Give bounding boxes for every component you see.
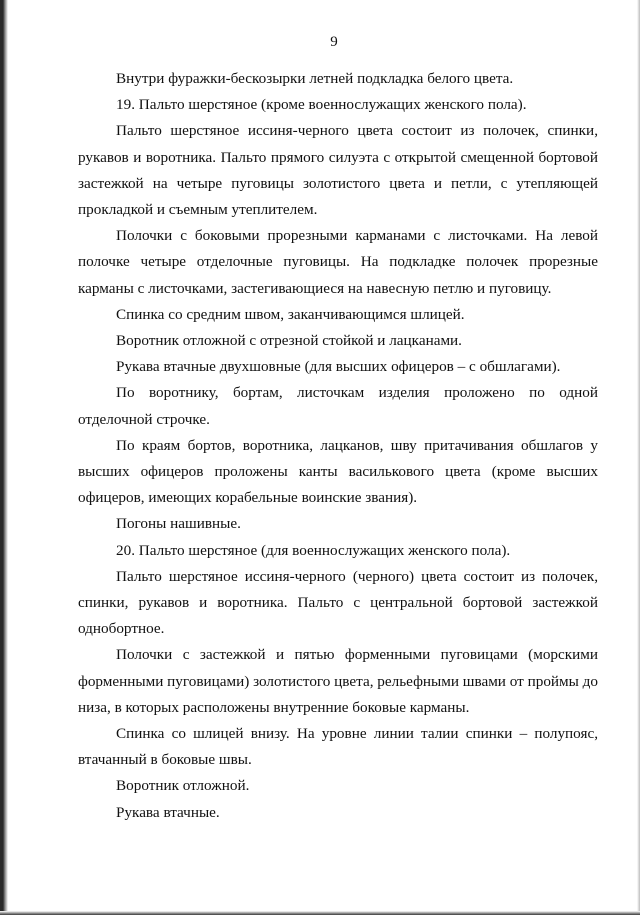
paragraph-womens-coat-sleeves: Рукава втачные. (116, 803, 220, 821)
paragraph-coat-stitching: По воротнику, бортам, листочкам изделия проложено по одной отделочной строчке. (78, 384, 598, 428)
paragraph-coat-sleeves: Рукава втачные двухшовные (для высших офицеров – с обшлагами). (116, 358, 561, 376)
document-body (78, 66, 598, 826)
heading-item-20: 20. Пальто шерстяное (для военнослужащих женского пола). (116, 541, 511, 559)
paragraph-coat-collar: Воротник отложной с отрезной стойкой и лацканами. (116, 332, 462, 350)
paragraph-womens-coat-back: Спинка со шлицей внизу. На уровне линии талии спинки – полупояс, втачанный в боковые швы. (78, 725, 598, 769)
paragraph-cap-lining: Внутри фуражки-бескозырки летней подкладка белого цвета. (116, 70, 514, 87)
paragraph-coat-piping: По краям бортов, воротника, лацканов, шву притачивания обшлагов у высших офицеров проложены канты василькового цвета (кроме высших офицеров, имеющих корабельные воинские звания). (78, 436, 598, 507)
paragraph-coat-epaulettes: Погоны нашивные. (116, 515, 241, 533)
scan-edge-left (0, 0, 8, 915)
page-number: 9 (330, 34, 338, 50)
scan-edge-bottom (0, 911, 640, 915)
paragraph-coat-fronts: Полочки с боковыми прорезными карманами с листочками. На левой полочке четыре отделочные пуговицы. На подкладке полочек прорезные карманы с листочками, застегивающиеся на навесную петлю и пуговицу. (78, 227, 598, 297)
paragraph-coat-back: Спинка со средним швом, заканчивающимся шлицей. (116, 305, 465, 323)
paragraph-coat-description: Пальто шерстяное иссиня-черного цвета состоит из полочек, спинки, рукавов и воротника. Пальто прямого силуэта с открытой смещенной бортовой застежкой на четыре пуговицы золотистого цвета и петли, с утепляющей прокладкой и съемным утеплителем. (78, 122, 598, 219)
paragraph-womens-coat-fronts: Полочки с застежкой и пятью форменными пуговицами (морскими форменными пуговицами) золотистого цвета, рельефными швами от проймы до низа, в которых расположены внутренние боковые карманы. (78, 646, 598, 716)
heading-item-19: 19. Пальто шерстяное (кроме военнослужащих женского пола). (116, 96, 527, 114)
paragraph-womens-coat-description: Пальто шерстяное иссиня-черного (черного) цвета состоит из полочек, спинки, рукавов и воротника. Пальто с центральной бортовой застежкой однобортное. (78, 567, 598, 638)
paragraph-womens-coat-collar: Воротник отложной. (116, 777, 250, 795)
